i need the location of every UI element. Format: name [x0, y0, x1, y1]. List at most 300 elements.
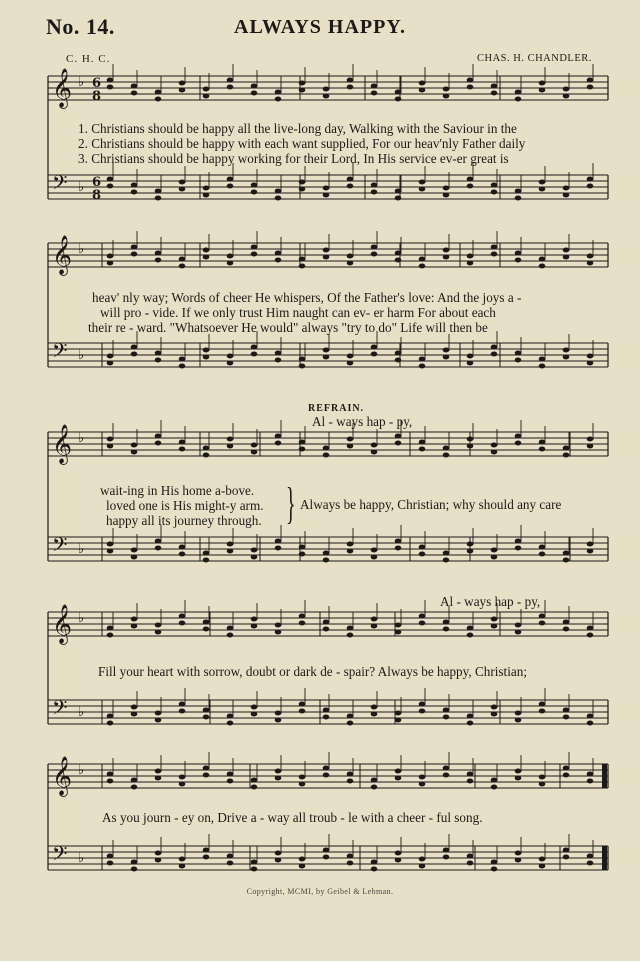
note-head	[107, 184, 114, 189]
note-head	[371, 190, 378, 195]
verse-3-line-3: happy all its journey through.	[106, 513, 262, 528]
note-head	[563, 848, 570, 853]
note-head	[539, 257, 546, 262]
note-head	[275, 718, 282, 723]
note-head	[515, 97, 522, 102]
time-signature-bottom: 8	[92, 188, 102, 203]
note-head	[395, 851, 402, 856]
note-head	[539, 264, 546, 269]
note-head	[107, 85, 114, 90]
note-head	[371, 443, 378, 448]
note-head	[467, 779, 474, 784]
note-head	[491, 91, 498, 96]
time-signature-top: 6	[92, 76, 102, 91]
note-head	[203, 255, 210, 260]
note-head	[131, 345, 138, 350]
note-head	[275, 776, 282, 781]
note-head	[371, 778, 378, 783]
treble-clef-icon: 𝄞	[52, 68, 73, 108]
note-head	[395, 718, 402, 723]
note-head	[323, 848, 330, 853]
note-head	[251, 860, 258, 865]
note-head	[419, 552, 426, 557]
note-head	[443, 773, 450, 778]
note-head	[203, 766, 210, 771]
note-head	[227, 721, 234, 726]
verse-1-line-2: heav' nly way; Words of cheer He whispers, Of the Father's love: And the joys a -	[92, 290, 522, 305]
note-head	[107, 721, 114, 726]
note-head	[131, 84, 138, 89]
note-head	[251, 252, 258, 257]
treble-clef-icon: 𝄞	[52, 424, 73, 464]
note-head	[443, 446, 450, 451]
note-head	[203, 551, 210, 556]
note-head	[395, 776, 402, 781]
note-head	[299, 702, 306, 707]
note-head	[419, 857, 426, 862]
note-head	[227, 542, 234, 547]
note-head	[107, 361, 114, 366]
note-head	[179, 364, 186, 369]
note-head	[515, 769, 522, 774]
note-head	[443, 766, 450, 771]
note-head	[179, 775, 186, 780]
note-head	[347, 354, 354, 359]
note-head	[275, 196, 282, 201]
note-head	[443, 558, 450, 563]
note-head	[467, 633, 474, 638]
note-head	[179, 357, 186, 362]
note-head	[371, 705, 378, 710]
note-head	[251, 345, 258, 350]
note-head	[227, 177, 234, 182]
note-head	[443, 715, 450, 720]
note-head	[515, 539, 522, 544]
note-head	[131, 190, 138, 195]
note-head	[587, 721, 594, 726]
note-head	[515, 434, 522, 439]
note-head	[203, 348, 210, 353]
note-head	[587, 549, 594, 554]
note-head	[131, 548, 138, 553]
note-head	[275, 851, 282, 856]
note-head	[251, 190, 258, 195]
note-head	[155, 97, 162, 102]
note-head	[203, 446, 210, 451]
note-head	[323, 248, 330, 253]
note-head	[203, 855, 210, 860]
note-head	[563, 627, 570, 632]
note-head	[323, 255, 330, 260]
note-head	[107, 714, 114, 719]
note-head	[467, 78, 474, 83]
note-head	[395, 623, 402, 628]
note-head	[539, 614, 546, 619]
note-head	[419, 364, 426, 369]
note-head	[251, 84, 258, 89]
note-head	[131, 252, 138, 257]
note-head	[107, 633, 114, 638]
note-head	[563, 715, 570, 720]
note-head	[443, 355, 450, 360]
refrain-label: REFRAIN.	[308, 403, 365, 414]
note-head	[347, 261, 354, 266]
note-head	[155, 630, 162, 635]
note-head	[107, 78, 114, 83]
note-head	[155, 776, 162, 781]
note-head	[347, 85, 354, 90]
note-head	[515, 630, 522, 635]
note-head	[275, 434, 282, 439]
note-head	[443, 848, 450, 853]
note-head	[251, 555, 258, 560]
note-head	[563, 255, 570, 260]
note-head	[227, 184, 234, 189]
note-head	[491, 450, 498, 455]
flat-icon: ♭	[78, 542, 85, 557]
note-head	[179, 545, 186, 550]
note-head	[275, 539, 282, 544]
note-head	[203, 708, 210, 713]
note-head	[371, 345, 378, 350]
flat-icon: ♭	[78, 431, 85, 446]
note-head	[107, 549, 114, 554]
note-head	[107, 854, 114, 859]
note-head	[395, 546, 402, 551]
note-head	[275, 623, 282, 628]
flat-icon: ♭	[78, 705, 85, 720]
note-head	[443, 248, 450, 253]
note-head	[227, 354, 234, 359]
note-head	[203, 453, 210, 458]
note-head	[563, 355, 570, 360]
note-head	[395, 441, 402, 446]
flat-icon: ♭	[78, 242, 85, 257]
note-head	[539, 709, 546, 714]
note-head	[515, 251, 522, 256]
flat-icon: ♭	[78, 75, 85, 90]
verse-1-line-3: wait-ing in His home a-bove.	[100, 483, 255, 498]
note-head	[275, 858, 282, 863]
note-head	[563, 348, 570, 353]
note-head	[131, 245, 138, 250]
note-head	[179, 257, 186, 262]
note-head	[203, 355, 210, 360]
note-head	[371, 617, 378, 622]
note-head	[179, 264, 186, 269]
note-head	[227, 861, 234, 866]
refrain-lyric-2: Fill your heart with sorrow, doubt or dark de - spair? Always be happy, Christian;	[98, 664, 527, 679]
note-head	[419, 702, 426, 707]
note-head	[443, 627, 450, 632]
note-head	[131, 705, 138, 710]
note-head	[587, 444, 594, 449]
note-head	[131, 624, 138, 629]
note-head	[131, 617, 138, 622]
note-head	[491, 712, 498, 717]
note-head	[491, 617, 498, 622]
note-head	[131, 555, 138, 560]
note-head	[323, 708, 330, 713]
note-head	[539, 357, 546, 362]
note-head	[203, 94, 210, 99]
note-head	[155, 358, 162, 363]
note-head	[467, 361, 474, 366]
note-head	[299, 775, 306, 780]
note-head	[155, 251, 162, 256]
note-head	[443, 453, 450, 458]
note-head	[275, 351, 282, 356]
note-head	[563, 453, 570, 458]
note-head	[347, 549, 354, 554]
note-head	[251, 548, 258, 553]
note-head	[491, 860, 498, 865]
note-head	[419, 187, 426, 192]
note-head	[515, 718, 522, 723]
note-head	[467, 854, 474, 859]
note-head	[227, 261, 234, 266]
note-head	[203, 848, 210, 853]
note-head	[227, 772, 234, 777]
note-head	[395, 858, 402, 863]
note-head	[107, 437, 114, 442]
note-head	[275, 630, 282, 635]
note-head	[251, 352, 258, 357]
note-head	[419, 614, 426, 619]
note-head	[371, 352, 378, 357]
note-head	[419, 621, 426, 626]
flat-icon: ♭	[78, 348, 85, 363]
note-head	[587, 854, 594, 859]
note-head	[491, 252, 498, 257]
note-head	[419, 440, 426, 445]
note-head	[587, 779, 594, 784]
note-head	[179, 447, 186, 452]
note-head	[251, 443, 258, 448]
note-head	[467, 254, 474, 259]
note-head	[491, 555, 498, 560]
note-head	[539, 702, 546, 707]
note-head	[419, 782, 426, 787]
note-head	[155, 546, 162, 551]
note-head	[371, 245, 378, 250]
note-head	[179, 857, 186, 862]
flat-icon: ♭	[78, 851, 85, 866]
note-head	[371, 548, 378, 553]
treble-clef-icon: 𝄞	[52, 235, 73, 275]
note-head	[227, 437, 234, 442]
note-head	[395, 711, 402, 716]
note-head	[587, 361, 594, 366]
note-head	[323, 627, 330, 632]
note-head	[275, 769, 282, 774]
verse-3-line-2: their re - ward. "Whatsoever He would" always "try to do" Life will then be	[88, 320, 488, 335]
refrain-lyric-3: As you journ - ey on, Drive a - way all troub - le with a cheer - ful song.	[102, 810, 483, 825]
note-head	[227, 85, 234, 90]
note-head	[419, 545, 426, 550]
note-head	[515, 358, 522, 363]
note-head	[155, 539, 162, 544]
note-head	[203, 627, 210, 632]
note-head	[419, 775, 426, 780]
note-head	[443, 348, 450, 353]
note-head	[251, 705, 258, 710]
note-head	[371, 91, 378, 96]
hymn-title: ALWAYS HAPPY.	[234, 16, 406, 38]
note-head	[491, 84, 498, 89]
note-head	[251, 867, 258, 872]
note-head	[587, 861, 594, 866]
hymn-number: No. 14.	[46, 14, 115, 39]
note-head	[131, 778, 138, 783]
note-head	[131, 712, 138, 717]
treble-clef-icon: 𝄞	[52, 604, 73, 644]
note-head	[347, 361, 354, 366]
note-head	[443, 620, 450, 625]
note-head	[443, 551, 450, 556]
note-head	[227, 78, 234, 83]
note-head	[155, 258, 162, 263]
note-head	[131, 867, 138, 872]
note-head	[107, 542, 114, 547]
note-head	[227, 854, 234, 859]
note-head	[347, 78, 354, 83]
note-head	[155, 351, 162, 356]
note-head	[155, 858, 162, 863]
note-head	[347, 254, 354, 259]
bass-clef-icon: 𝄢	[52, 171, 68, 199]
note-head	[515, 258, 522, 263]
note-head	[443, 255, 450, 260]
flat-icon: ♭	[78, 180, 85, 195]
note-head	[491, 352, 498, 357]
note-head	[107, 177, 114, 182]
bass-clef-icon: 𝄢	[52, 533, 68, 561]
note-head	[251, 245, 258, 250]
note-head	[563, 551, 570, 556]
note-head	[227, 626, 234, 631]
note-head	[467, 261, 474, 266]
flat-icon: ♭	[78, 611, 85, 626]
note-head	[203, 193, 210, 198]
note-head	[515, 90, 522, 95]
note-head	[515, 546, 522, 551]
note-head	[323, 620, 330, 625]
note-head	[371, 712, 378, 717]
note-head	[323, 773, 330, 778]
note-head	[155, 434, 162, 439]
note-head	[203, 87, 210, 92]
note-head	[131, 183, 138, 188]
note-head	[419, 864, 426, 869]
copyright-notice: Copyright, MCMI, by Geibel & Lehman.	[246, 887, 394, 896]
note-head	[179, 864, 186, 869]
note-head	[347, 542, 354, 547]
lyricist: C. H. C.	[66, 53, 111, 65]
note-head	[131, 91, 138, 96]
note-head	[419, 81, 426, 86]
note-head	[371, 450, 378, 455]
note-head	[179, 88, 186, 93]
note-head	[539, 552, 546, 557]
note-head	[323, 855, 330, 860]
note-head	[107, 354, 114, 359]
note-head	[275, 189, 282, 194]
note-head	[323, 94, 330, 99]
note-head	[539, 864, 546, 869]
note-head	[515, 623, 522, 628]
note-head	[251, 91, 258, 96]
note-head	[395, 769, 402, 774]
note-head	[491, 345, 498, 350]
note-head	[179, 614, 186, 619]
note-head	[491, 548, 498, 553]
note-head	[587, 714, 594, 719]
note-head	[299, 621, 306, 626]
verse-1-line-1: 1. Christians should be happy all the live-long day, Walking with the Saviour in the	[78, 121, 517, 136]
note-head	[107, 779, 114, 784]
note-head	[179, 621, 186, 626]
note-head	[131, 443, 138, 448]
note-head	[419, 257, 426, 262]
note-head	[443, 87, 450, 92]
refrain-alto-lyric-2: Al - ways hap - py,	[440, 594, 541, 609]
note-head	[299, 857, 306, 862]
note-head	[539, 621, 546, 626]
note-head	[347, 626, 354, 631]
note-head	[275, 97, 282, 102]
note-head	[539, 782, 546, 787]
note-head	[275, 251, 282, 256]
note-head	[203, 620, 210, 625]
note-head	[275, 546, 282, 551]
note-head	[491, 443, 498, 448]
note-head	[443, 94, 450, 99]
note-head	[587, 772, 594, 777]
note-head	[155, 711, 162, 716]
note-head	[155, 718, 162, 723]
note-head	[179, 440, 186, 445]
note-head	[227, 633, 234, 638]
refrain-alto-lyric: Al - ways hap - py,	[312, 414, 413, 429]
note-head	[467, 772, 474, 777]
note-head	[539, 180, 546, 185]
note-head	[347, 444, 354, 449]
time-signature-bottom: 8	[92, 89, 102, 104]
note-head	[515, 351, 522, 356]
note-head	[491, 190, 498, 195]
note-head	[515, 858, 522, 863]
note-head	[347, 779, 354, 784]
bass-clef-icon: 𝄢	[52, 696, 68, 724]
note-head	[347, 184, 354, 189]
note-head	[419, 180, 426, 185]
note-head	[539, 775, 546, 780]
note-head	[323, 348, 330, 353]
note-head	[323, 186, 330, 191]
note-head	[563, 94, 570, 99]
note-head	[299, 864, 306, 869]
note-head	[299, 782, 306, 787]
note-head	[227, 444, 234, 449]
flat-icon: ♭	[78, 763, 85, 778]
note-head	[419, 709, 426, 714]
note-head	[155, 189, 162, 194]
note-head	[275, 258, 282, 263]
note-head	[179, 709, 186, 714]
note-head	[347, 177, 354, 182]
note-head	[419, 264, 426, 269]
